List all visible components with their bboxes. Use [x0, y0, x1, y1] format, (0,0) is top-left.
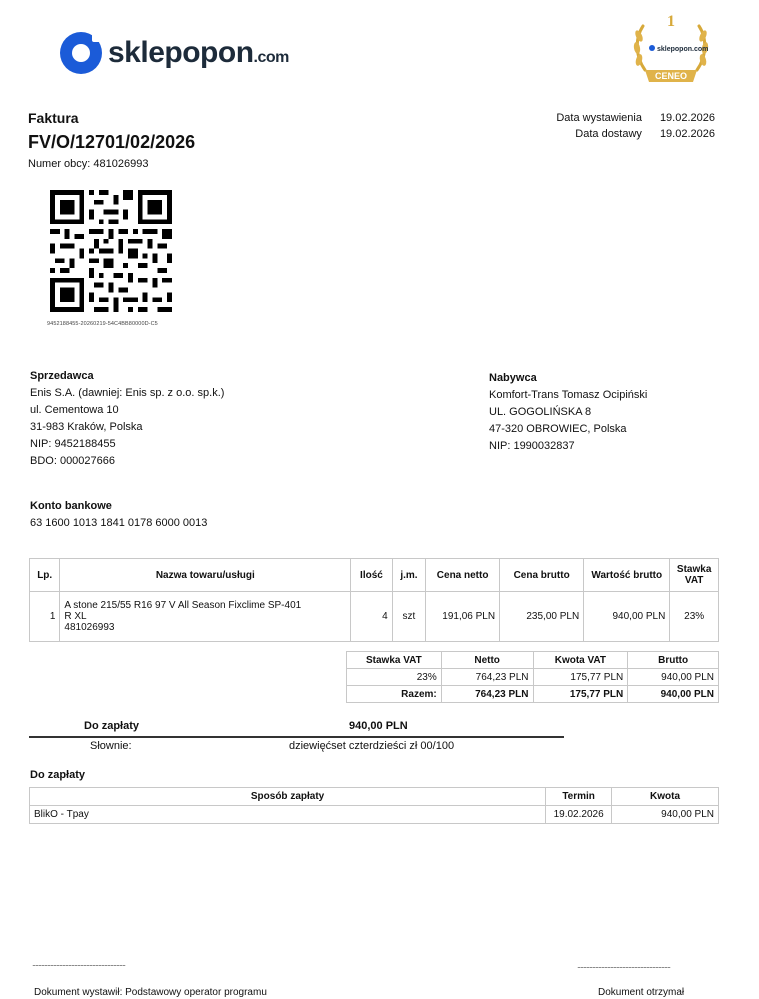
pay-col-due: Termin [546, 788, 612, 806]
item-name [60, 592, 351, 642]
total-label: Razem: [347, 686, 442, 703]
qr-code-icon [50, 190, 172, 312]
pay-col-method: Sposób zapłaty [30, 788, 546, 806]
dates-block [552, 110, 719, 142]
items-header-row [30, 559, 719, 592]
vat-col-net: Netto [441, 652, 533, 669]
seller-block [30, 368, 224, 470]
vat-gross: 940,00 PLN [628, 669, 719, 686]
qr-caption: 9452188455-20260219-54C4BB80000D-C5 [47, 321, 158, 327]
amount-due-value: 940,00 PLN [349, 720, 408, 732]
seller-title: Sprzedawca [30, 370, 94, 382]
buyer-nip: NIP: 1990032837 [489, 440, 575, 452]
vat-col-rate: Stawka VAT [347, 652, 442, 669]
signature-line-right: .............................................................. [577, 960, 671, 970]
issued-by: Dokument wystawił: Podstawowy operator programu [34, 987, 267, 998]
buyer-block [489, 370, 647, 455]
vat-total-row [347, 686, 719, 703]
total-vat: 175,77 PLN [533, 686, 628, 703]
item-gross-value: 940,00 PLN [584, 592, 670, 642]
brand-logo [60, 32, 289, 74]
item-vat-rate: 23% [670, 592, 719, 642]
vat-col-vat: Kwota VAT [533, 652, 628, 669]
col-vat-rate: Stawka VAT [670, 559, 719, 592]
item-qty: 4 [351, 592, 393, 642]
received-by: Dokument otrzymał [598, 987, 685, 998]
amount-words-value: dziewięćset czterdzieści zł 00/100 [289, 740, 455, 752]
seller-city: 31-983 Kraków, Polska [30, 421, 143, 433]
col-gross-price: Cena brutto [500, 559, 584, 592]
amount-words-label: Słownie: [90, 740, 132, 752]
vat-net: 764,23 PLN [441, 669, 533, 686]
badge-rank: 1 [667, 13, 675, 30]
col-qty: Ilość [351, 559, 393, 592]
table-row [347, 669, 719, 686]
bank-account: 63 1600 1013 1841 0178 6000 0013 [30, 517, 208, 529]
pay-due: 19.02.2026 [546, 806, 612, 824]
col-gross-value: Wartość brutto [584, 559, 670, 592]
vat-summary-table [346, 651, 719, 703]
buyer-street: UL. GOGOLIŃSKA 8 [489, 406, 592, 418]
table-row [30, 806, 719, 824]
seller-name: Enis S.A. (dawniej: Enis sp. z o.o. sp.k.) [30, 387, 225, 399]
issue-date-label: Data wystawienia [556, 112, 642, 124]
delivery-date-label: Data dostawy [575, 128, 642, 140]
seller-bdo: BDO: 000027666 [30, 455, 116, 467]
vat-col-gross: Brutto [628, 652, 719, 669]
items-table [29, 558, 719, 642]
vat-header-row [347, 652, 719, 669]
logo-ring-icon [60, 32, 102, 74]
item-gross-price: 235,00 PLN [500, 592, 584, 642]
table-row [30, 592, 719, 642]
vat-rate: 23% [347, 669, 442, 686]
issue-date: 19.02.2026 [659, 112, 715, 124]
total-net: 764,23 PLN [441, 686, 533, 703]
pay-col-amount: Kwota [612, 788, 719, 806]
ceneo-badge [627, 8, 715, 94]
vat-amount: 175,77 PLN [533, 669, 628, 686]
pay-amount: 940,00 PLN [612, 806, 719, 824]
logo-text: sklepopon.com [108, 36, 289, 69]
payment-title: Do zapłaty [30, 769, 86, 781]
buyer-name: Komfort-Trans Tomasz Ocipiński [489, 389, 648, 401]
col-name: Nazwa towaru/usługi [60, 559, 351, 592]
payment-table [29, 787, 719, 824]
bank-block [30, 498, 207, 532]
seller-nip: NIP: 9452188455 [30, 438, 116, 450]
item-net-price: 191,06 PLN [426, 592, 500, 642]
payment-header-row [30, 788, 719, 806]
seller-street: ul. Cementowa 10 [30, 404, 119, 416]
col-lp: Lp. [30, 559, 60, 592]
bank-title: Konto bankowe [30, 500, 112, 512]
badge-shop: sklepopon.com [657, 46, 709, 53]
foreign-number: Numer obcy: 481026993 [28, 158, 149, 170]
total-gross: 940,00 PLN [628, 686, 719, 703]
item-lp: 1 [30, 592, 60, 642]
invoice-number: FV/O/12701/02/2026 [28, 132, 196, 152]
divider [29, 736, 564, 738]
signature-line-left: .............................................................. [32, 958, 126, 968]
item-name-line1: A stone 215/55 R16 97 V All Season Fixclime SP-401 [64, 600, 302, 611]
col-unit: j.m. [392, 559, 425, 592]
document-type: Faktura [28, 110, 79, 126]
col-net-price: Cena netto [426, 559, 500, 592]
amount-due-label: Do zapłaty [84, 720, 140, 732]
delivery-date: 19.02.2026 [659, 128, 715, 140]
item-code: 481026993 [64, 622, 115, 633]
pay-method: BlikO - Tpay [30, 806, 546, 824]
buyer-title: Nabywca [489, 372, 537, 384]
badge-label: CENEO [654, 71, 688, 81]
buyer-city: 47-320 OBROWIEC, Polska [489, 423, 627, 435]
item-name-line2: R XL [64, 611, 87, 622]
item-unit: szt [392, 592, 425, 642]
